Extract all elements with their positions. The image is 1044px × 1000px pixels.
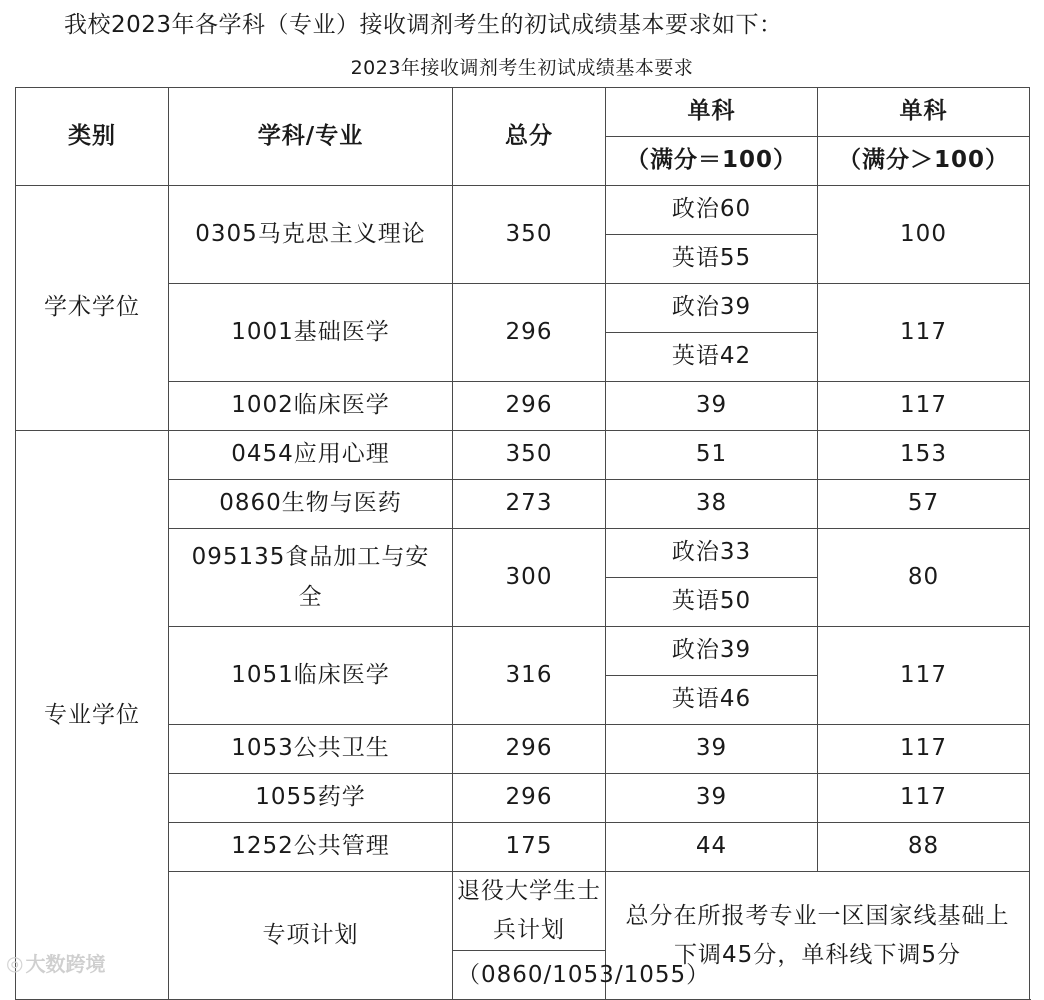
single-score-over-100: 117 <box>818 774 1030 823</box>
single-score: 英语55 <box>606 235 818 284</box>
subject-cell: 0305马克思主义理论 <box>169 186 453 284</box>
intro-text: 我校2023年各学科（专业）接收调剂考生的初试成绩基本要求如下： <box>64 12 783 38</box>
total-score: 300 <box>453 529 606 627</box>
single-score: 英语50 <box>606 578 818 627</box>
total-score: 273 <box>453 480 606 529</box>
total-score: 296 <box>453 382 606 431</box>
group-professional: 专业学位 <box>16 431 169 1000</box>
header-single-over-100: 单科 <box>818 88 1030 137</box>
single-score: 39 <box>606 725 818 774</box>
header-total: 总分 <box>453 88 606 186</box>
subject-cell: 1001基础医学 <box>169 284 453 382</box>
single-score: 政治60 <box>606 186 818 235</box>
single-score: 39 <box>606 382 818 431</box>
special-plan-codes: （0860/1053/1055） <box>453 951 606 1000</box>
single-score-over-100: 80 <box>818 529 1030 627</box>
subject-cell: 0860生物与医药 <box>169 480 453 529</box>
subject-cell: 1055药学 <box>169 774 453 823</box>
subject-cell: 1053公共卫生 <box>169 725 453 774</box>
single-score: 38 <box>606 480 818 529</box>
total-score: 316 <box>453 627 606 725</box>
subject-cell: 095135食品加工与安全 <box>169 529 453 627</box>
single-score-over-100: 117 <box>818 725 1030 774</box>
total-score: 350 <box>453 186 606 284</box>
single-score: 英语46 <box>606 676 818 725</box>
single-score-over-100: 153 <box>818 431 1030 480</box>
header-single-100-note: （满分＝100） <box>606 137 818 186</box>
total-score: 175 <box>453 823 606 872</box>
group-academic: 学术学位 <box>16 186 169 431</box>
single-score: 51 <box>606 431 818 480</box>
single-score: 39 <box>606 774 818 823</box>
header-single-100: 单科 <box>606 88 818 137</box>
single-score: 英语42 <box>606 333 818 382</box>
subject-cell: 0454应用心理 <box>169 431 453 480</box>
group-special: 专项计划 <box>169 872 453 1000</box>
watermark-text: 大数跨境 <box>25 952 106 976</box>
header-category: 类别 <box>16 88 169 186</box>
special-plan-name: 退役大学生士兵计划 <box>453 872 606 951</box>
special-plan-rule: 总分在所报考专业一区国家线基础上下调45分，单科线下调5分 <box>606 872 1030 1000</box>
subject-cell: 1002临床医学 <box>169 382 453 431</box>
single-score-over-100: 117 <box>818 382 1030 431</box>
single-score-over-100: 100 <box>818 186 1030 284</box>
single-score: 政治39 <box>606 284 818 333</box>
header-single-over-100-note: （满分＞100） <box>818 137 1030 186</box>
watermark <box>6 948 105 977</box>
single-score: 政治39 <box>606 627 818 676</box>
subject-cell: 1252公共管理 <box>169 823 453 872</box>
total-score: 296 <box>453 284 606 382</box>
score-requirements-table <box>15 87 1030 1000</box>
single-score-over-100: 57 <box>818 480 1030 529</box>
total-score: 296 <box>453 725 606 774</box>
single-score: 44 <box>606 823 818 872</box>
single-score-over-100: 117 <box>818 627 1030 725</box>
table-caption: 2023年接收调剂考生初试成绩基本要求 <box>350 57 694 79</box>
total-score: 350 <box>453 431 606 480</box>
owl-logo-icon: ◎ <box>6 950 24 975</box>
total-score: 296 <box>453 774 606 823</box>
single-score-over-100: 88 <box>818 823 1030 872</box>
subject-cell: 1051临床医学 <box>169 627 453 725</box>
single-score: 政治33 <box>606 529 818 578</box>
single-score-over-100: 117 <box>818 284 1030 382</box>
header-subject: 学科/专业 <box>169 88 453 186</box>
